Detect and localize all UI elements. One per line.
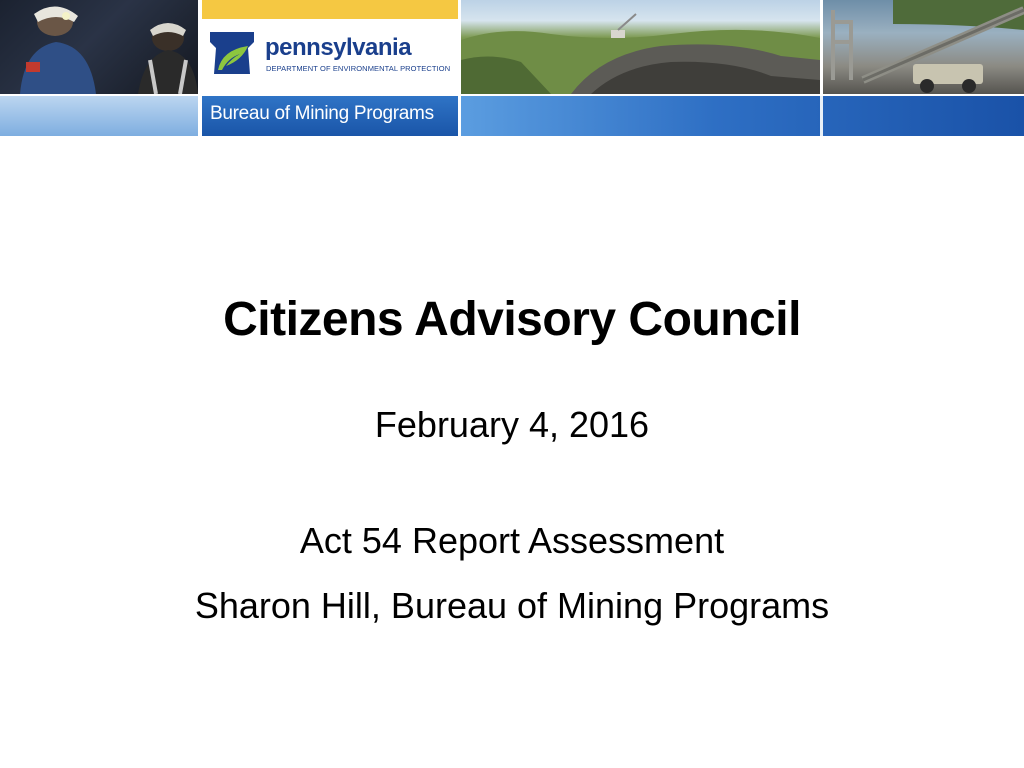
miners-photo (0, 0, 198, 94)
banner-bar-bureau (202, 96, 458, 136)
banner-divider (820, 96, 823, 136)
bureau-label: Bureau of Mining Programs (210, 103, 434, 124)
banner-bar-left (0, 96, 198, 136)
surface-mine-photo (461, 0, 820, 94)
banner-bar-right (461, 96, 1024, 136)
agency-name: pennsylvania (265, 34, 412, 61)
miners-illustration (0, 0, 198, 94)
slide-subtitle-presenter: Sharon Hill, Bureau of Mining Programs (194, 585, 830, 626)
slide-subtitle-report: Act 54 Report Assessment (299, 520, 725, 561)
dep-logo-panel (202, 0, 458, 94)
header-banner (0, 0, 1024, 136)
surface-mine-illustration (461, 0, 820, 94)
agency-department: DEPARTMENT OF ENVIRONMENTAL PROTECTION (266, 64, 451, 73)
coal-plant-photo (823, 0, 1024, 94)
coal-plant-illustration (823, 0, 1024, 94)
slide-title: Citizens Advisory Council (223, 293, 801, 346)
slide-date: February 4, 2016 (374, 404, 650, 445)
logo-accent-strip (202, 0, 458, 19)
keystone-logo-icon (208, 30, 256, 78)
